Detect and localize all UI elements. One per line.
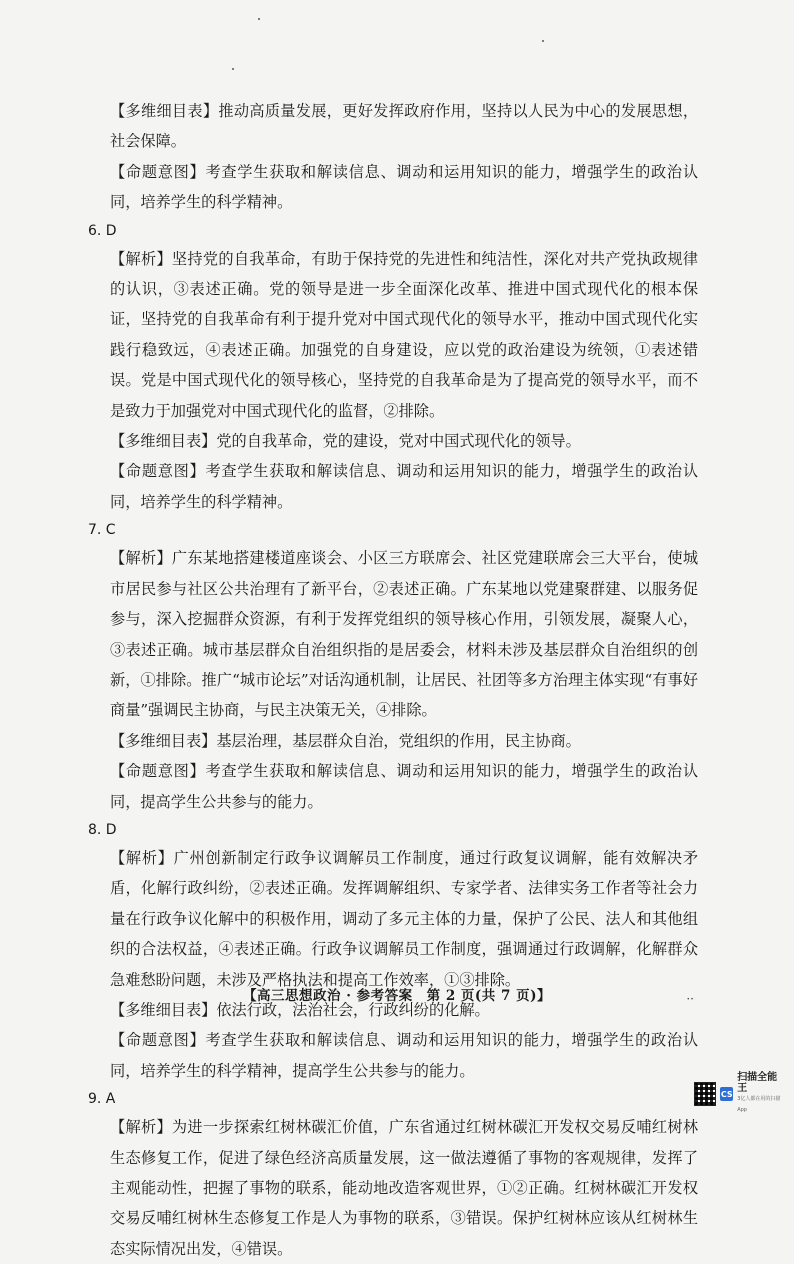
- question-number: 7. C: [88, 522, 116, 539]
- question-number: 9. A: [88, 1091, 116, 1108]
- answer-paragraph: 【多维细目表】依法行政，法治社会，行政纠纷的化解。: [110, 1000, 490, 1019]
- page-footer: 【高三思想政治 · 参考答案 第 2 页(共 7 页)】: [243, 988, 551, 1004]
- answer-paragraph: 【命题意图】考查学生获取和解读信息、调动和运用知识的能力，增强学生的政治认同，培养学生的科学精神。: [110, 162, 698, 212]
- answer-paragraph: 【多维细目表】基层治理，基层群众自治，党组织的作用，民主协商。: [110, 731, 581, 750]
- scanner-brand-name: 扫描全能王: [737, 1072, 778, 1094]
- answer-paragraph: 【多维细目表】推动高质量发展，更好发挥政府作用，坚持以人民为中心的发展思想，社会保障。: [110, 102, 698, 151]
- answer-paragraph: 【命题意图】考查学生获取和解读信息、调动和运用知识的能力，增强学生的政治认同，培养学生的科学精神，提高学生公共参与的能力。: [110, 1031, 698, 1080]
- camscanner-logo: CS: [720, 1087, 733, 1101]
- answer-paragraph: 【多维细目表】党的自我革命，党的建设，党对中国式现代化的领导。: [110, 432, 581, 451]
- scan-speck: [232, 68, 234, 70]
- question-number: 8. D: [88, 821, 117, 838]
- answer-content: [88, 96, 698, 1264]
- scanner-brand: [737, 1072, 786, 1116]
- answer-paragraph: 【解析】坚持党的自我革命，有助于保持党的先进性和纯洁性，深化对共产党执政规律的认识，③表述正确。党的领导是进一步全面深化改革、推进中国式现代化的根本保证，坚持党的自我革命有利于提升党对中国式现代化的领导水平，推动中国式现代化实践行稳致远，④表述正确。加强党的自身建设，应以党的政治建设为统领，①表述错误。党是中国式现代化的领导核心，坚持党的自我革命是为了提高党的领导水平，而不是致力于加强党对中国式现代化的监督，②排除。: [110, 249, 698, 420]
- footer-mark: ··: [686, 992, 694, 1006]
- answer-paragraph: 【解析】为进一步探索红树林碳汇价值，广东省通过红树林碳汇开发权交易反哺红树林生态修复工作，促进了绿色经济高质量发展，这一做法遵循了事物的客观规律，发挥了主观能动性，把握了事物的联系，能动地改造客观世界，①②正确。红树林碳汇开发权交易反哺红树林生态修复工作是人为事物的联系，③错误。保护红树林应该从红树林生态实际情况出发，④错误。: [110, 1118, 698, 1258]
- answer-paragraph: 【命题意图】考查学生获取和解读信息、调动和运用知识的能力，增强学生的政治认同，提高学生公共参与的能力。: [110, 762, 698, 811]
- qr-code-icon: [694, 1082, 716, 1106]
- scan-speck: [258, 18, 260, 20]
- answer-paragraph: 【解析】广州创新制定行政争议调解员工作制度，通过行政复议调解，能有效解决矛盾，化解行政纠纷，②表述正确。发挥调解组织、专家学者、法律实务工作者等社会力量在行政争议化解中的积极作用，调动了多元主体的力量，保护了公民、法人和其他组织的合法权益，④表述正确。行政争议调解员工作制度，强调通过行政调解，化解群众急难愁盼问题，未涉及严格执法和提高工作效率，①③排除。: [110, 848, 698, 989]
- scanner-badge: [694, 1072, 786, 1113]
- scan-speck: [542, 40, 544, 42]
- answer-paragraph: 【命题意图】考查学生获取和解读信息、调动和运用知识的能力，增强学生的政治认同，培养学生的科学精神。: [110, 462, 698, 511]
- scanner-brand-sub: 3亿人都在用的扫描App: [737, 1096, 781, 1113]
- question-number: 6. D: [88, 222, 117, 239]
- answer-paragraph: 【解析】广东某地搭建楼道座谈会、小区三方联席会、社区党建联席会三大平台，使城市居民参与社区公共治理有了新平台，②表述正确。广东某地以党建聚群建、以服务促参与，深入挖掘群众资源，有利于发挥党组织的领导核心作用，引领发展，凝聚人心，③表述正确。城市基层群众自治组织指的是居委会，材料未涉及基层群众自治组织的创新，①排除。推广“城市论坛”对话沟通机制，让居民、社团等多方治理主体实现“有事好商量”强调民主协商，与民主决策无关，④排除。: [110, 549, 698, 720]
